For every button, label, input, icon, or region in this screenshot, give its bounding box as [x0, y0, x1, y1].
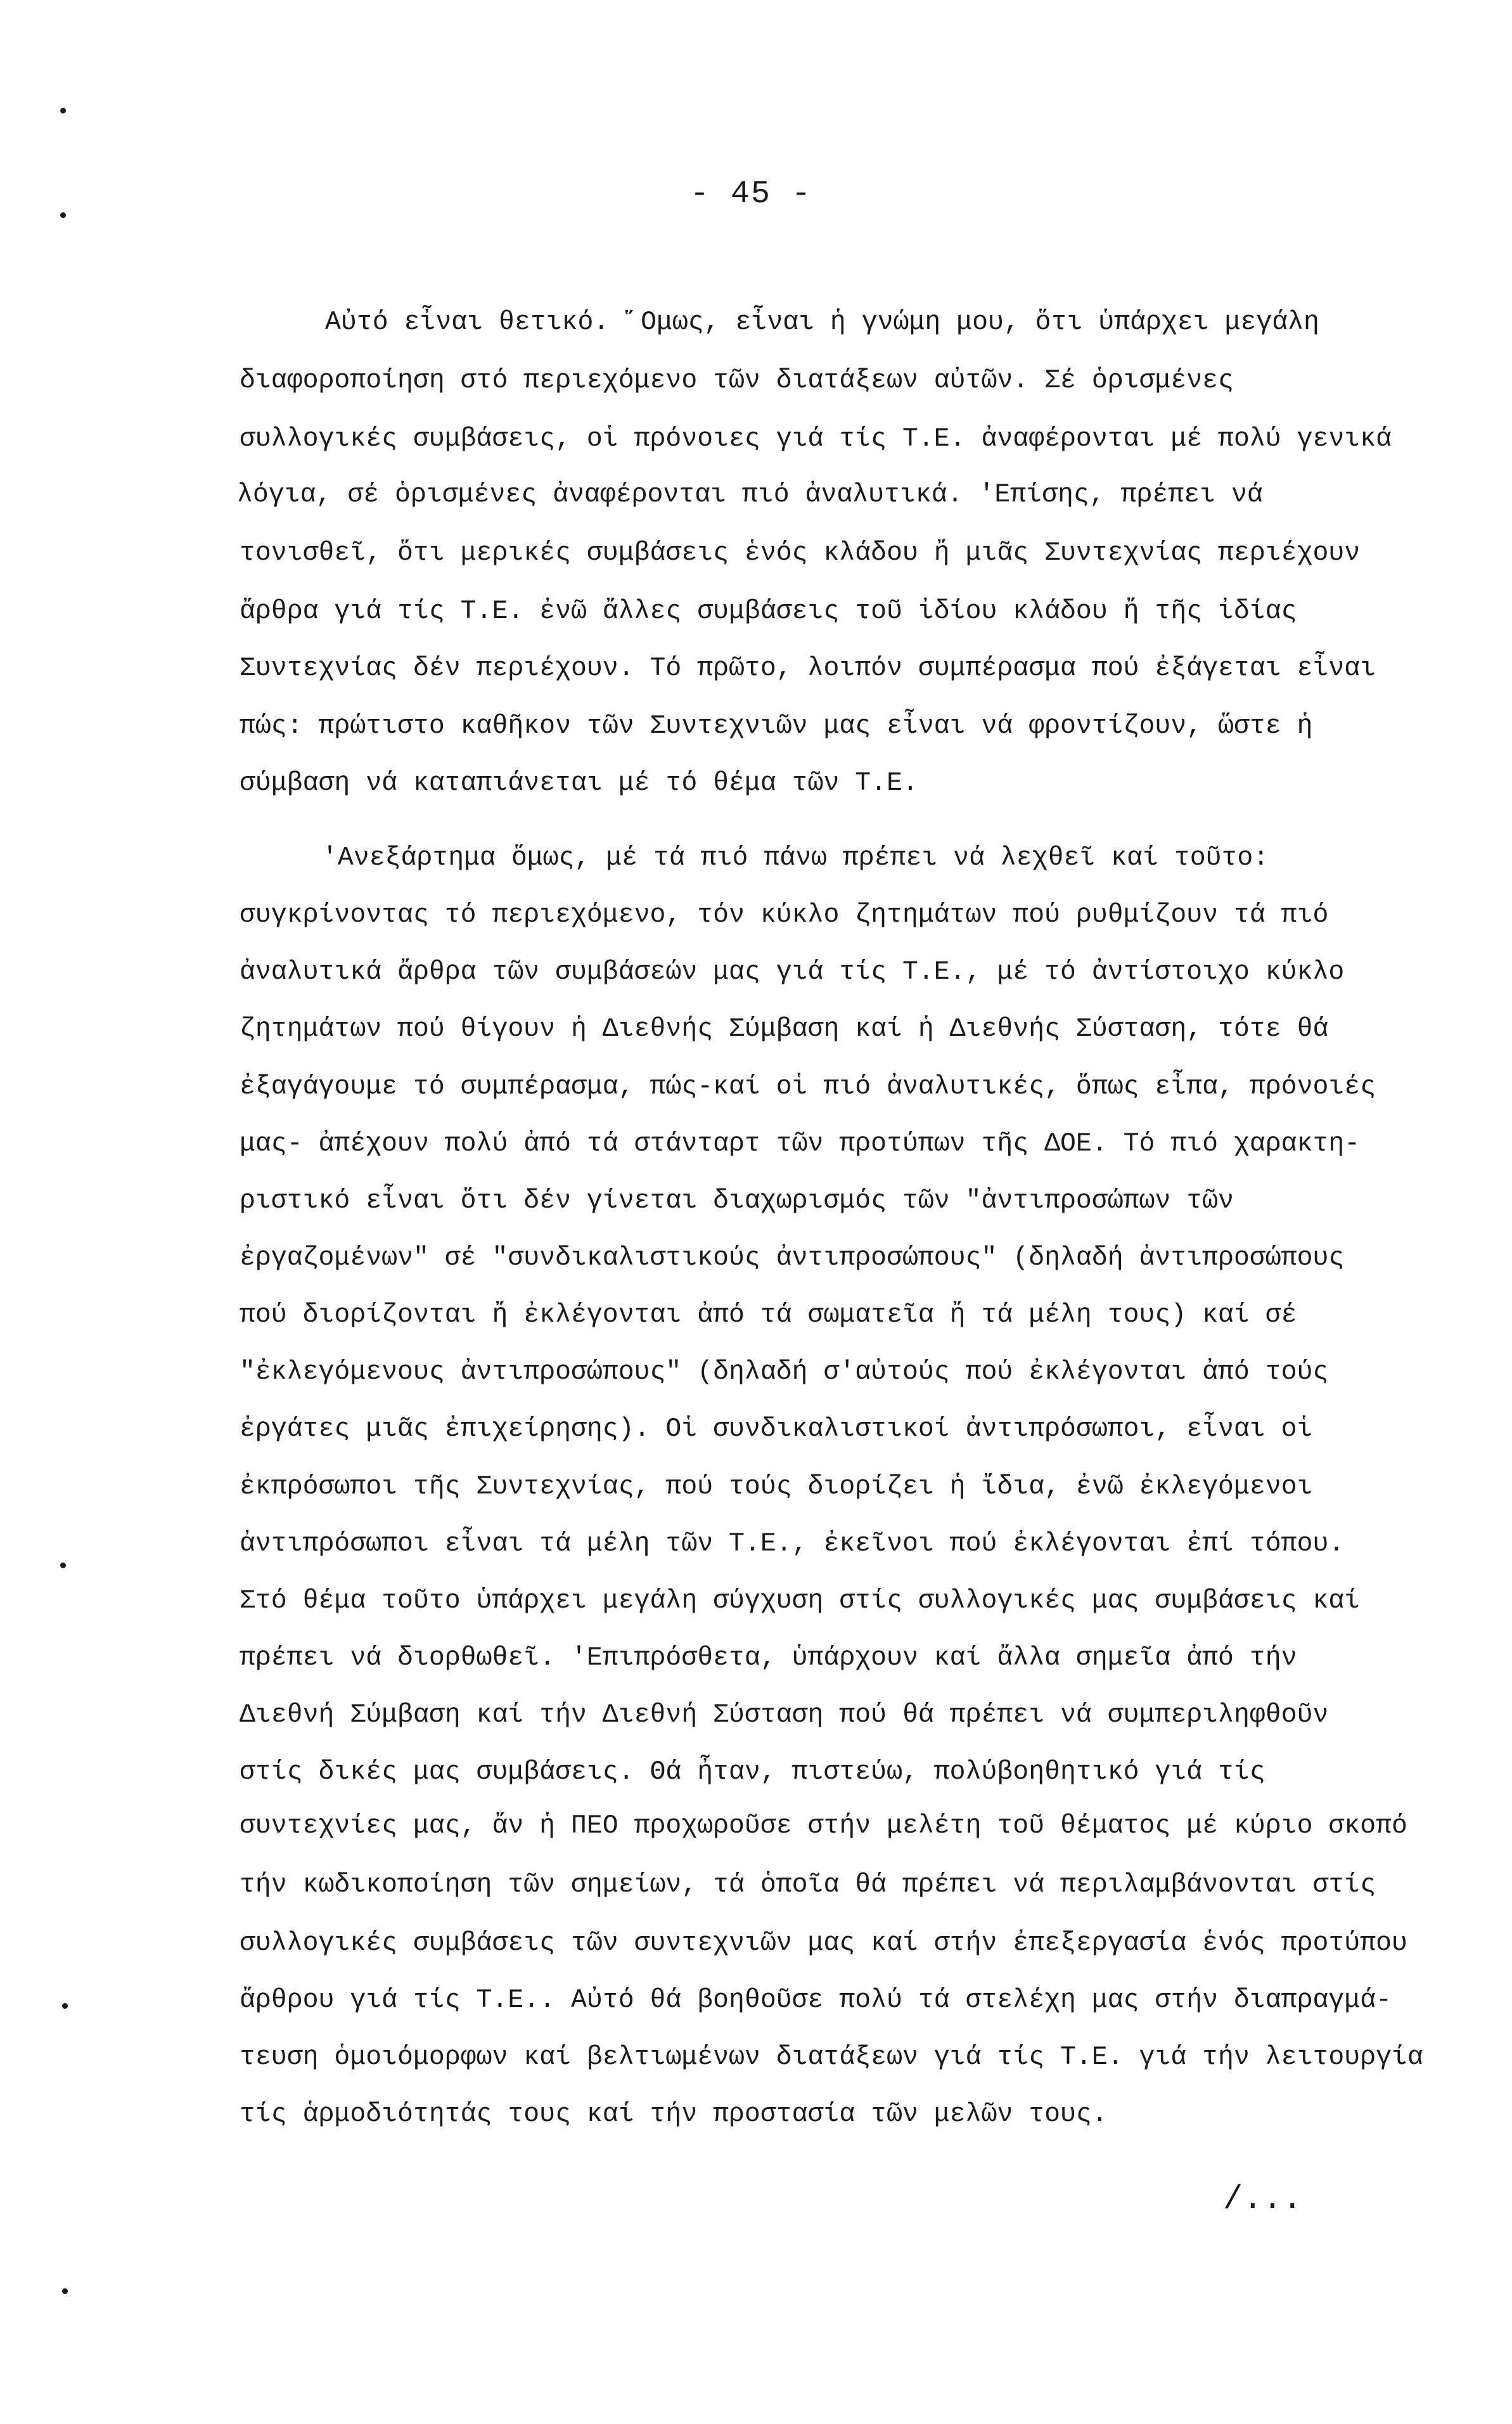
text-line: ἀναλυτικά ἄρθρα τῶν συμβάσεών μας γιά τίς Τ.Ε., μέ τό ἀντίστοιχο κύκλο	[240, 957, 1345, 987]
text-line: ριστικό εἶναι ὅτι δέν γίνεται διαχωρισμός τῶν "ἀντιπροσώπων τῶν	[240, 1186, 1234, 1216]
text-line: στίς δικές μας συμβάσεις. Θά ἦταν, πιστεύω, πολύβοηθητικό γιά τίς	[240, 1757, 1265, 1787]
page-number: - 45 -	[689, 176, 812, 212]
text-line: πού διορίζονται ἤ ἐκλέγονται ἀπό τά σωματεῖα ἤ τά μέλη τους) καί σέ	[240, 1300, 1297, 1330]
text-line: Στό θέμα τοῦτο ὑπάρχει μεγάλη σύγχυση στίς συλλογικές μας συμβάσεις καί	[240, 1586, 1361, 1616]
text-line: συλλογικές συμβάσεις τῶν συντεχνιῶν μας καί στήν ἐπεξεργασία ἑνός προτύπου	[240, 1928, 1407, 1958]
text-line: σύμβαση νά καταπιάνεται μέ τό θέμα τῶν Τ.Ε.	[240, 768, 918, 798]
text-line: τονισθεῖ, ὅτι μερικές συμβάσεις ἑνός κλάδου ἤ μιᾶς Συντεχνίας περιέχουν	[240, 538, 1361, 568]
text-line: συλλογικές συμβάσεις, οἱ πρόνοιες γιά τίς Τ.Ε. ἀναφέρονται μέ πολύ γενικά	[240, 424, 1392, 454]
text-line: διαφοροποίηση στό περιεχόμενο τῶν διατάξεων αὐτῶν. Σέ ὁρισμένες	[240, 366, 1234, 396]
scan-speck	[60, 1563, 66, 1568]
text-line: ἄρθρα γιά τίς Τ.Ε. ἐνῶ ἄλλες συμβάσεις τοῦ ἰδίου κλάδου ἤ τῆς ἰδίας	[240, 596, 1297, 626]
text-line: τίς ἁρμοδιότητάς τους καί τήν προστασία τῶν μελῶν τους.	[240, 2099, 1108, 2129]
text-line: ζητημάτων πού θίγουν ἡ Διεθνής Σύμβαση καί ἡ Διεθνής Σύσταση, τότε θά	[240, 1014, 1329, 1044]
text-line: τήν κωδικοποίηση τῶν σημείων, τά ὁποῖα θά πρέπει νά περιλαμβάνονται στίς	[240, 1870, 1376, 1900]
text-line: 'Ανεξάρτημα ὅμως, μέ τά πιό πάνω πρέπει νά λεχθεῖ καί τοῦτο:	[322, 843, 1269, 873]
text-line: πώς: πρώτιστο καθῆκον τῶν Συντεχνιῶν μας εἶναι νά φροντίζουν, ὥστε ἡ	[240, 711, 1313, 741]
text-line: μας- ἀπέχουν πολύ ἀπό τά στάνταρτ τῶν προτύπων τῆς ΔΟΕ. Τό πιό χαρακτη-	[240, 1129, 1361, 1159]
text-line: ἐξαγάγουμε τό συμπέρασμα, πώς-καί οἱ πιό ἀναλυτικές, ὅπως εἶπα, πρόνοιές	[240, 1072, 1376, 1102]
scan-speck	[60, 108, 66, 113]
text-line: ἐκπρόσωποι τῆς Συντεχνίας, πού τούς διορίζει ἡ ἴδια, ἐνῶ ἐκλεγόμενοι	[240, 1472, 1313, 1502]
text-line: Συντεχνίας δέν περιέχουν. Τό πρῶτο, λοιπόν συμπέρασμα πού ἐξάγεται εἶναι	[240, 654, 1376, 683]
text-line: ἐργάτες μιᾶς ἐπιχείρησης). Οἱ συνδικαλιστικοί ἀντιπρόσωποι, εἶναι οἱ	[240, 1414, 1313, 1444]
continuation-mark: /...	[1223, 2181, 1302, 2218]
text-line: τευση ὁμοιόμορφων καί βελτιωμένων διατάξεων γιά τίς Τ.Ε. γιά τήν λειτουργία	[240, 2042, 1423, 2072]
text-line: ἐργαζομένων" σέ "συνδικαλιστικούς ἀντιπροσώπους" (δηλαδή ἀντιπροσώπους	[240, 1243, 1345, 1273]
scan-speck	[60, 212, 66, 218]
text-line: λόγια, σέ ὁρισμένες ἀναφέρονται πιό ἀναλυτικά. 'Επίσης, πρέπει νά	[237, 480, 1263, 510]
text-line: Διεθνή Σύμβαση καί τήν Διεθνή Σύσταση πού θά πρέπει νά συμπεριληφθοῦν	[240, 1700, 1329, 1730]
scan-speck	[62, 2003, 68, 2009]
scan-speck	[62, 2288, 68, 2294]
text-line: ἀντιπρόσωποι εἶναι τά μέλη τῶν Τ.Ε., ἐκεῖνοι πού ἐκλέγονται ἐπί τόπου.	[240, 1529, 1345, 1559]
text-line: "ἐκλεγόμενους ἀντιπροσώπους" (δηλαδή σ'αὐτούς πού ἐκλέγονται ἀπό τούς	[240, 1357, 1329, 1387]
text-line: συγκρίνοντας τό περιεχόμενο, τόν κύκλο ζητημάτων πού ρυθμίζουν τά πιό	[240, 900, 1329, 930]
text-line: Αὐτό εἶναι θετικό. ῞Ομως, εἶναι ἡ γνώμη μου, ὅτι ὑπάρχει μεγάλη	[325, 307, 1319, 337]
text-line: συντεχνίες μας, ἄν ἡ ΠΕΟ προχωροῦσε στήν μελέτη τοῦ θέματος μέ κύριο σκοπό	[240, 1811, 1407, 1841]
text-line: ἄρθρου γιά τίς Τ.Ε.. Αὐτό θά βοηθοῦσε πολύ τά στελέχη μας στήν διαπραγμά-	[240, 1985, 1392, 2015]
text-line: πρέπει νά διορθωθεῖ. 'Επιπρόσθετα, ὑπάρχουν καί ἄλλα σημεῖα ἀπό τήν	[240, 1643, 1297, 1673]
